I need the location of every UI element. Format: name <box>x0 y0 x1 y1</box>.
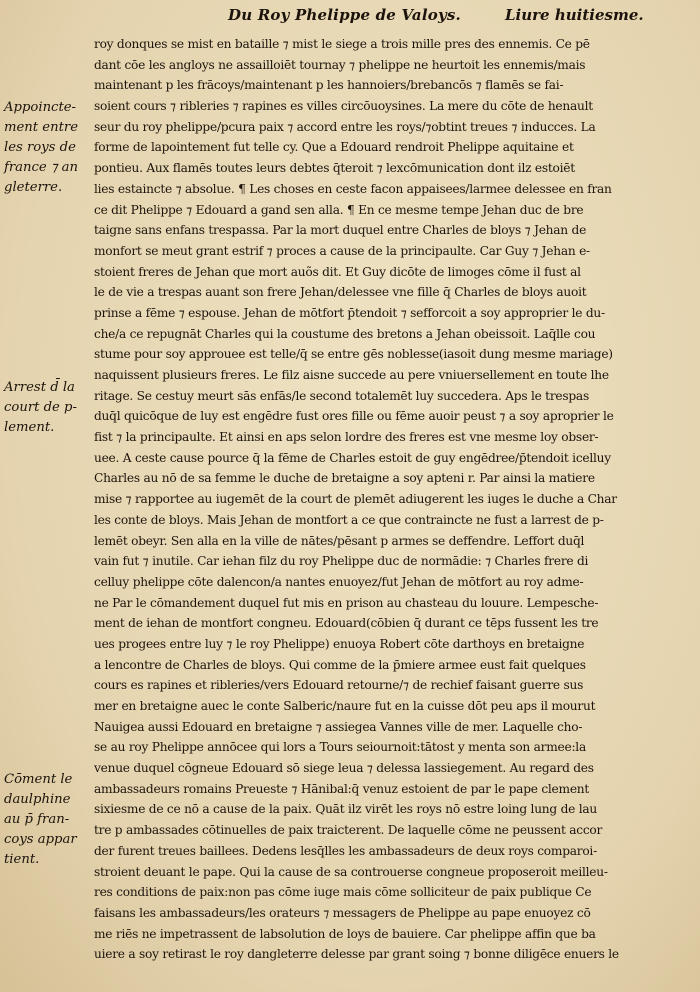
book-number: Liure huitiesme. <box>505 6 644 24</box>
text-line: a lencontre de Charles de bloys. Qui comme de la p̄miere armee eust fait quelques <box>94 657 586 672</box>
text-line: lies estaincte ⁊ absolue. ¶ Les choses en ceste facon appaisees/larmee delessee en fran <box>94 181 612 196</box>
text-line: der furent treues baillees. Dedens lesq̄lles les ambassadeurs de deux roys comparoi- <box>94 843 597 858</box>
text-line: forme de lapointement fut telle cy. Que a Edouard rendroit Phelippe aquitaine et <box>94 140 574 155</box>
text-line: stume pour soy approuee est telle/q̄ se entre gēs noblesse(iasoit dung mesme mariage) <box>94 347 613 362</box>
marginal-line: court de p- <box>4 400 77 415</box>
marginal-line: gleterre. <box>4 180 63 195</box>
text-line: mise ⁊ rapportee au iugemēt de la court de plemēt adiugerent les iuges le duche a Char <box>94 492 617 507</box>
marginal-note <box>4 378 86 438</box>
text-line: dant cōe les angloys ne assailloiēt tournay ⁊ phelippe ne heurtoit les ennemis/mais <box>94 57 586 72</box>
text-line: sixiesme de ce nō a cause de la paix. Quāt ilz virēt les roys nō estre loing lung de lau <box>94 802 597 817</box>
text-line: lemēt obeyr. Sen alla en la ville de nātes/pēsant p armes se deffendre. Leffort duq̄l <box>94 533 585 548</box>
text-line: uee. A ceste cause pource q̄ la fēme de Charles estoit de guy engēdree/p̄tendoit icelluy <box>94 450 611 465</box>
text-line: fist ⁊ la principaulte. Et ainsi en aps selon lordre des freres est vne mesme loy obser- <box>94 430 599 445</box>
text-line: uiere a soy retirast le roy dangleterre delesse par grant soing ⁊ bonne diligēce enuers le <box>94 947 619 962</box>
marginal-line: france ⁊ an <box>4 160 79 175</box>
text-line: roy donques se mist en bataille ⁊ mist le siege a trois mille pres des ennemis. Ce pē <box>94 37 590 51</box>
text-line: les conte de bloys. Mais Jehan de montfort a ce que contraincte ne fust a larrest de p- <box>94 512 604 527</box>
text-line: celluy phelippe cōte dalencon/a nantes enuoyez/fut Jehan de mōtfort au roy adme- <box>94 574 584 589</box>
text-line: naquissent plusieurs freres. Le filz aisne succede au pere vniuersellement en toute lhe <box>94 368 609 382</box>
text-line: stroient deuant le pape. Qui la cause de sa controuerse congneue proposeroit meilleu- <box>94 864 608 879</box>
marginal-line: daulphine <box>4 792 71 807</box>
text-line: Charles au nō de sa femme le duche de bretaigne a soy apteni r. Par ainsi la matiere <box>94 471 595 486</box>
running-title: Du Roy Phelippe de Valoys. <box>228 6 461 24</box>
marginal-line: Appoincte- <box>4 100 77 115</box>
text-line: monfort se meut grant estrif ⁊ proces a cause de la principaulte. Car Guy ⁊ Jehan e- <box>94 243 590 258</box>
marginal-line: tient. <box>4 852 40 867</box>
text-line: pontieu. Aux flamēs toutes leurs debtes q̄teroit ⁊ lexcōmunication dont ilz estoiēt <box>94 161 575 176</box>
text-line: Nauigea aussi Edouard en bretaigne ⁊ assiegea Vannes ville de mer. Laquelle cho- <box>94 719 583 734</box>
text-line: se au roy Phelippe annōcee qui lors a Tours seiournoit:tātost y menta son armee:la <box>94 740 586 755</box>
text-line: stoient freres de Jehan que mort auõs dit. Et Guy dicōte de limoges cōme il fust al <box>94 264 581 279</box>
text-line: faisans les ambassadeurs/les orateurs ⁊ messagers de Phelippe au pape enuoyez cō <box>94 905 591 920</box>
marginal-note <box>4 770 86 870</box>
text-line: duq̄l quicōque de luy est engēdre fust ores fille ou fēme auoir peust ⁊ a soy aproprier le <box>94 409 614 424</box>
marginal-line: Cōment le <box>4 772 73 787</box>
text-line: taigne sans enfans trespassa. Par la mort duquel entre Charles de bloys ⁊ Jehan de <box>94 223 587 238</box>
text-line: mer en bretaigne auec le conte Salberic/naure fut en la cuisse dōt peu aps il mourut <box>94 699 596 713</box>
marginal-line: lement. <box>4 420 55 435</box>
text-line: ritage. Se cestuy meurt sās enfās/le second totalemēt luy succedera. Aps le trespas <box>94 388 589 403</box>
marginal-line: Arrest d̄ la <box>4 380 75 395</box>
marginal-line: au p̄ fran- <box>4 812 70 827</box>
text-line: ne Par le cōmandement duquel fut mis en prison au chasteau du louure. Lempesche- <box>94 595 599 610</box>
text-line: venue duquel cōgneue Edouard sō siege leua ⁊ delessa lassiegement. Au regard des <box>94 761 594 776</box>
text-line: me riēs ne impetrassent de labsolution de loys de bauiere. Car phelippe affin que ba <box>94 926 596 941</box>
text-line: maintenant p les frācoys/maintenant p les hannoiers/brebancōs ⁊ flamēs se fai- <box>94 78 564 93</box>
text-line: cours es rapines et ribleries/vers Edouard retourne/⁊ de rechief faisant guerre sus <box>94 678 584 693</box>
marginal-line: coys appar <box>4 832 77 847</box>
text-line: tre p ambassades cōtinuelles de paix traicterent. De laquelle cōme ne peussent accor <box>94 823 603 838</box>
marginal-line: les roys de <box>4 140 76 155</box>
marginal-line: ment entre <box>4 120 78 135</box>
text-line: che/a ce repugnāt Charles qui la coustume des bretons a Jehan obeissoit. Laq̄lle cou <box>94 326 596 341</box>
running-head <box>0 4 700 28</box>
main-text-block <box>94 34 678 965</box>
text-line: seur du roy phelippe/pcura paix ⁊ accord entre les roys/⁊obtint treues ⁊ inducces. La <box>94 119 596 134</box>
text-line: le de vie a trespas auant son frere Jehan/delessee vne fille q̄ Charles de bloys auoit <box>94 285 587 300</box>
text-line: res conditions de paix:non pas cōme iuge mais cōme solliciteur de paix publique Ce <box>94 885 592 900</box>
text-line: ues progees entre luy ⁊ le roy Phelippe) enuoya Robert cōte darthoys en bretaigne <box>94 636 585 651</box>
text-line: soient cours ⁊ ribleries ⁊ rapines es villes circōuoysines. La mere du cōte de henault <box>94 99 593 114</box>
text-line: vain fut ⁊ inutile. Car iehan filz du roy Phelippe duc de normādie: ⁊ Charles frere di <box>94 554 589 569</box>
marginal-note <box>4 98 86 198</box>
text-line: ambassadeurs romains Preueste ⁊ Hānibal:q̄ venuz estoient de par le pape clement <box>94 781 590 796</box>
text-line: prinse a fēme ⁊ espouse. Jehan de mōtfort p̄tendoit ⁊ sefforcoit a soy approprier le du- <box>94 305 605 320</box>
text-line: ment de iehan de montfort congneu. Edouard(cōbien q̄ durant ce tēps fussent les tre <box>94 616 599 631</box>
text-line: ce dit Phelippe ⁊ Edouard a gand sen alla. ¶ En ce mesme tempe Jehan duc de bre <box>94 202 584 217</box>
